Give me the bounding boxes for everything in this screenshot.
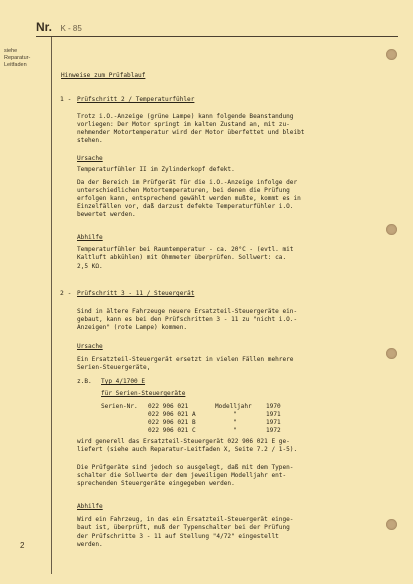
- text-line: Da der Bereich im Prüfgerät für die i.O.-Anzeige infolge der: [77, 179, 298, 186]
- text-line: nehmender Motortemperatur wird der Motor überfettet und bleibt: [77, 129, 305, 136]
- text-line: stehen.: [77, 137, 103, 144]
- table-cell-year: 1971: [266, 411, 281, 418]
- table-cell-year: 1970: [266, 403, 281, 410]
- text-line: schalter die Sollwerte der dem jeweiligen Modelljahr ent-: [77, 472, 287, 479]
- section-title: Hinweise zum Prüfablauf: [61, 72, 146, 79]
- table-cell-year: 1972: [266, 427, 281, 434]
- text-line: unterschiedlichen Motortemperaturen, bei denen die Prüfung: [77, 187, 290, 194]
- text-line: baut ist, überprüft, muß der Typenschalter bei der Prüfung: [77, 524, 290, 531]
- table-cell-part: 022 906 021 B: [148, 419, 196, 426]
- table-cell-year-label: ": [233, 411, 237, 418]
- header-rule: [36, 36, 398, 37]
- margin-note: [4, 48, 30, 69]
- text-line: Trotz i.O.-Anzeige (grüne Lampe) kann folgende Beanstandung: [77, 113, 294, 120]
- table-cell-year-label: ": [233, 419, 237, 426]
- number-label: Nr.: [36, 20, 53, 34]
- table-cell-part: 022 906 021 A: [148, 411, 196, 418]
- text-line: Anzeigen" (rote Lampe) kommen.: [77, 324, 188, 331]
- table-cell-label: Serien-Nr.: [101, 403, 138, 410]
- text-line: vorliegen: Der Motor springt im kalten Zustand an, mit zu-: [77, 121, 290, 128]
- table-cell-year-label: Modelljahr: [215, 403, 252, 410]
- text-line: liefert (siehe auch Reparatur-Leitfaden X, Seite 7.2 / 1-5).: [77, 446, 298, 453]
- punch-hole: [386, 49, 397, 60]
- table-cell-year: 1971: [266, 419, 281, 426]
- example-sub: für Serien-Steuergeräte: [101, 390, 186, 397]
- step-number: 2 -: [60, 290, 72, 297]
- text-line: Sind in ältere Fahrzeuge neuere Ersatzteil-Steuergeräte ein-: [77, 308, 298, 315]
- example-prefix: z.B.: [77, 378, 92, 385]
- page-number: 2: [20, 541, 25, 550]
- subheading-cause: Ursache: [77, 155, 103, 162]
- step-heading: Prüfschritt 3 - 11 / Steuergerät: [77, 290, 195, 297]
- text-line: sprechenden Steuergeräte eingegeben werden.: [77, 480, 235, 487]
- step-heading: Prüfschritt 2 / Temperaturfühler: [77, 96, 195, 103]
- punch-hole: [386, 224, 397, 235]
- text-line: Serien-Steuergeräte,: [77, 364, 151, 371]
- text-line: wird generell das Ersatzteil-Steuergerät 022 906 021 E ge-: [77, 438, 290, 445]
- text-line: Die Prüfgeräte sind jedoch so ausgelegt, daß mit dem Typen-: [77, 464, 294, 471]
- text-line: Wird ein Fahrzeug, in das ein Ersatzteil-Steuergerät einge-: [77, 516, 294, 523]
- text-line: werden.: [77, 541, 103, 548]
- margin-note-line: siehe: [4, 48, 18, 54]
- example-type: Typ 4/1700 E: [101, 378, 146, 385]
- text-line: der Prüfschritte 3 - 11 auf Stellung "4/72" eingestellt: [77, 533, 279, 540]
- document-header: [36, 18, 82, 36]
- margin-note-line: Leitfaden: [4, 62, 27, 68]
- text-line: erfolgen kann, entsprechend gewählt werden mußte, kommt es in: [77, 195, 301, 202]
- text-line: Temperaturfühler II im Zylinderkopf defekt.: [77, 166, 235, 173]
- margin-note-line: Reparatur-: [4, 55, 31, 61]
- text-line: Temperaturfühler bei Raumtemperatur - ca. 20°C - (evtl. mit: [77, 246, 294, 253]
- text-line: 2,5 KΩ.: [77, 263, 103, 270]
- table-cell-year-label: ": [233, 427, 237, 434]
- punch-hole: [386, 519, 397, 530]
- table-cell-part: 022 906 021: [148, 403, 196, 410]
- text-line: bewertet werden.: [77, 211, 136, 218]
- text-line: Ein Ersatzteil-Steuergerät ersetzt in vielen Fällen mehrere: [77, 356, 294, 363]
- table-cell-part: 022 906 021 C: [148, 427, 196, 434]
- punch-hole: [386, 348, 397, 359]
- text-line: gebaut, kann es bei den Prüfschritten 3 - 11 zu "nicht i.O.-: [77, 316, 298, 323]
- text-line: Einzelfällen vor, daß darzust defekte Temperaturfühler i.O.: [77, 203, 294, 210]
- document-code: K - 85: [60, 24, 82, 33]
- step-number: 1 -: [60, 96, 72, 103]
- text-line: Kaltluft abkühlen) mit Ohmmeter überprüfen. Sollwert: ca.: [77, 254, 287, 261]
- subheading-cause: Ursache: [77, 343, 103, 350]
- margin-rule: [51, 37, 52, 574]
- subheading-remedy: Abhilfe: [77, 503, 103, 510]
- subheading-remedy: Abhilfe: [77, 234, 103, 241]
